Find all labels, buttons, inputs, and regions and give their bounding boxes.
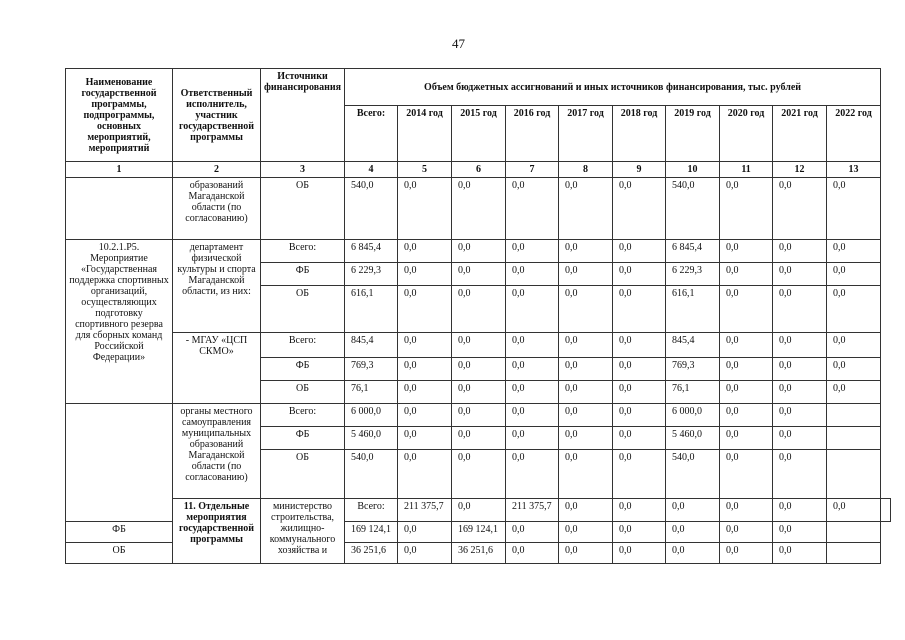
col-number: 8 <box>559 162 613 178</box>
row-value-cell: 0,0 <box>398 450 452 499</box>
row-value-cell: 0,0 <box>452 333 506 358</box>
row-value-cell: 0,0 <box>720 263 773 286</box>
header-sources: Источники финансирования <box>261 69 345 162</box>
row-value-cell: 0,0 <box>506 427 559 450</box>
row-value-cell: 0,0 <box>452 450 506 499</box>
row-value-cell: 0,0 <box>773 333 827 358</box>
col-number: 9 <box>613 162 666 178</box>
row-value-cell: 0,0 <box>666 543 720 564</box>
row-executor-cell: образований Магаданской области (по согласованию) <box>173 178 261 240</box>
row-value-cell <box>827 450 881 499</box>
header-year: 2018 год <box>613 106 666 162</box>
col-number: 2 <box>173 162 261 178</box>
row-value-cell: 0,0 <box>398 427 452 450</box>
row-value-cell: 0,0 <box>613 333 666 358</box>
page-number: 47 <box>452 36 465 51</box>
row-source-cell: Всего: <box>345 499 398 522</box>
row-value-cell: 0,0 <box>559 427 613 450</box>
row-value-cell: 0,0 <box>398 263 452 286</box>
row-value-cell: 769,3 <box>345 358 398 381</box>
row-value-cell: 0,0 <box>720 499 773 522</box>
row-value-cell: 169 124,1 <box>345 522 398 543</box>
row-source-cell: ОБ <box>261 450 345 499</box>
budget-table <box>65 68 891 564</box>
row-value-cell <box>881 499 891 522</box>
row-value-cell: 0,0 <box>559 286 613 333</box>
row-value-cell <box>827 427 881 450</box>
row-value-cell: 845,4 <box>666 333 720 358</box>
row-value-cell: 0,0 <box>452 381 506 404</box>
row-value-cell: 0,0 <box>398 358 452 381</box>
row-value-cell: 540,0 <box>345 450 398 499</box>
row-executor-cell: - МГАУ «ЦСП СКМО» <box>173 333 261 404</box>
row-value-cell: 0,0 <box>398 286 452 333</box>
header-year: 2016 год <box>506 106 559 162</box>
row-value-cell: 0,0 <box>506 333 559 358</box>
header-year: 2014 год <box>398 106 452 162</box>
row-value-cell: 0,0 <box>506 263 559 286</box>
row-value-cell: 0,0 <box>720 178 773 240</box>
header-volume: Объем бюджетных ассигнований и иных источников финансирования, тыс. рублей <box>345 69 881 106</box>
row-value-cell: 0,0 <box>827 358 881 381</box>
header-year: 2017 год <box>559 106 613 162</box>
row-value-cell: 0,0 <box>398 543 452 564</box>
row-value-cell: 0,0 <box>398 522 452 543</box>
row-value-cell: 0,0 <box>773 358 827 381</box>
row-value-cell: 0,0 <box>720 543 773 564</box>
row-value-cell: 0,0 <box>827 499 881 522</box>
row-value-cell: 0,0 <box>827 381 881 404</box>
row-value-cell: 0,0 <box>773 240 827 263</box>
row-value-cell: 0,0 <box>613 522 666 543</box>
header-row <box>66 69 891 106</box>
header-year: 2022 год <box>827 106 881 162</box>
row-executor-cell: министерство строительства, жилищно-коммунального хозяйства и <box>261 499 345 564</box>
row-value-cell: 0,0 <box>452 178 506 240</box>
row-value-cell: 0,0 <box>559 240 613 263</box>
row-value-cell: 0,0 <box>773 522 827 543</box>
row-value-cell: 0,0 <box>398 333 452 358</box>
row-value-cell: 0,0 <box>613 178 666 240</box>
row-value-cell: 0,0 <box>506 543 559 564</box>
row-value-cell: 0,0 <box>773 499 827 522</box>
row-value-cell: 5 460,0 <box>345 427 398 450</box>
column-number-row <box>66 162 891 178</box>
row-value-cell: 0,0 <box>398 240 452 263</box>
row-name-cell: 10.2.1.Р5. Мероприятие «Государственная поддержка спортивных организаций, осуществляющих подготовку спортивного резерва для сборных команд Российской Федерации» <box>66 240 173 404</box>
row-value-cell: 0,0 <box>613 450 666 499</box>
row-value-cell: 0,0 <box>506 450 559 499</box>
row-source-cell: ОБ <box>261 381 345 404</box>
row-value-cell: 0,0 <box>506 522 559 543</box>
row-value-cell: 616,1 <box>345 286 398 333</box>
row-value-cell: 0,0 <box>559 358 613 381</box>
row-value-cell: 0,0 <box>452 427 506 450</box>
row-value-cell: 0,0 <box>559 522 613 543</box>
header-total: Всего: <box>345 106 398 162</box>
table-row <box>66 240 891 263</box>
row-value-cell: 0,0 <box>827 178 881 240</box>
row-value-cell: 36 251,6 <box>345 543 398 564</box>
row-value-cell: 76,1 <box>666 381 720 404</box>
row-value-cell <box>827 543 881 564</box>
row-value-cell: 0,0 <box>452 240 506 263</box>
row-value-cell: 0,0 <box>506 240 559 263</box>
row-value-cell: 540,0 <box>345 178 398 240</box>
row-executor-cell: департамент физической культуры и спорта Магаданской области, из них: <box>173 240 261 333</box>
row-value-cell: 0,0 <box>613 240 666 263</box>
row-name-cell <box>66 178 173 240</box>
row-executor-cell: органы местного самоуправления муниципальных образований Магаданской области (по согласованию) <box>173 404 261 499</box>
row-value-cell: 0,0 <box>506 178 559 240</box>
row-value-cell: 0,0 <box>613 381 666 404</box>
row-value-cell: 0,0 <box>720 381 773 404</box>
row-source-cell: ФБ <box>261 427 345 450</box>
row-value-cell: 0,0 <box>559 263 613 286</box>
row-value-cell: 540,0 <box>666 450 720 499</box>
header-name: Наименование государственной программы, подпрограммы, основных мероприятий, мероприятий <box>66 69 173 162</box>
row-value-cell: 6 845,4 <box>345 240 398 263</box>
row-value-cell: 0,0 <box>452 263 506 286</box>
row-source-cell: ОБ <box>261 286 345 333</box>
row-value-cell: 0,0 <box>452 286 506 333</box>
row-value-cell: 0,0 <box>773 427 827 450</box>
row-value-cell: 0,0 <box>559 381 613 404</box>
table-row <box>66 178 891 240</box>
row-value-cell: 0,0 <box>773 404 827 427</box>
row-value-cell: 0,0 <box>666 522 720 543</box>
row-value-cell: 0,0 <box>720 240 773 263</box>
row-value-cell: 0,0 <box>773 178 827 240</box>
row-source-cell: Всего: <box>261 404 345 427</box>
row-value-cell: 6 845,4 <box>666 240 720 263</box>
row-value-cell: 0,0 <box>720 450 773 499</box>
row-value-cell: 0,0 <box>559 450 613 499</box>
row-value-cell: 0,0 <box>773 543 827 564</box>
row-value-cell: 0,0 <box>720 333 773 358</box>
row-value-cell: 0,0 <box>452 358 506 381</box>
col-number: 6 <box>452 162 506 178</box>
col-number: 10 <box>666 162 720 178</box>
row-value-cell: 0,0 <box>613 358 666 381</box>
row-value-cell: 169 124,1 <box>452 522 506 543</box>
header-year: 2015 год <box>452 106 506 162</box>
row-name-cell: 11. Отдельные мероприятия государственной программы <box>173 499 261 564</box>
row-value-cell: 0,0 <box>773 450 827 499</box>
row-source-cell: Всего: <box>261 333 345 358</box>
row-value-cell: 76,1 <box>345 381 398 404</box>
row-value-cell: 6 229,3 <box>345 263 398 286</box>
table-row <box>66 499 891 522</box>
row-value-cell: 0,0 <box>452 404 506 427</box>
row-value-cell: 0,0 <box>559 499 613 522</box>
row-value-cell: 0,0 <box>613 499 666 522</box>
row-value-cell: 0,0 <box>827 333 881 358</box>
row-value-cell: 0,0 <box>773 263 827 286</box>
row-value-cell: 616,1 <box>666 286 720 333</box>
header-year: 2021 год <box>773 106 827 162</box>
row-source-cell: ФБ <box>261 263 345 286</box>
row-value-cell: 0,0 <box>827 263 881 286</box>
row-value-cell: 6 000,0 <box>666 404 720 427</box>
row-value-cell: 0,0 <box>506 381 559 404</box>
row-value-cell: 0,0 <box>559 404 613 427</box>
col-number: 13 <box>827 162 881 178</box>
header-year: 2019 год <box>666 106 720 162</box>
col-number: 12 <box>773 162 827 178</box>
row-value-cell: 0,0 <box>720 286 773 333</box>
row-value-cell: 211 375,7 <box>506 499 559 522</box>
row-value-cell: 0,0 <box>666 499 720 522</box>
row-value-cell: 0,0 <box>398 178 452 240</box>
header-year: 2020 год <box>720 106 773 162</box>
row-value-cell: 36 251,6 <box>452 543 506 564</box>
row-value-cell: 0,0 <box>613 404 666 427</box>
header-executor: Ответственный исполнитель, участник государственной программы <box>173 69 261 162</box>
row-value-cell: 0,0 <box>398 381 452 404</box>
row-value-cell: 769,3 <box>666 358 720 381</box>
col-number: 4 <box>345 162 398 178</box>
row-value-cell: 5 460,0 <box>666 427 720 450</box>
row-value-cell: 0,0 <box>613 263 666 286</box>
row-value-cell: 6 000,0 <box>345 404 398 427</box>
row-value-cell: 0,0 <box>398 404 452 427</box>
table-row <box>66 404 891 427</box>
row-value-cell: 211 375,7 <box>398 499 452 522</box>
row-value-cell: 0,0 <box>720 358 773 381</box>
row-value-cell <box>827 522 881 543</box>
row-value-cell: 0,0 <box>452 499 506 522</box>
row-value-cell: 540,0 <box>666 178 720 240</box>
row-source-cell: ФБ <box>261 358 345 381</box>
row-value-cell: 0,0 <box>506 358 559 381</box>
row-value-cell: 0,0 <box>613 286 666 333</box>
row-source-cell: Всего: <box>261 240 345 263</box>
table-row <box>66 333 891 358</box>
col-number: 11 <box>720 162 773 178</box>
row-value-cell: 0,0 <box>506 286 559 333</box>
row-value-cell: 0,0 <box>827 286 881 333</box>
row-value-cell: 0,0 <box>613 543 666 564</box>
row-value-cell: 0,0 <box>720 522 773 543</box>
row-value-cell: 0,0 <box>720 427 773 450</box>
row-name-cell <box>66 404 173 522</box>
row-value-cell: 0,0 <box>559 178 613 240</box>
row-source-cell: ОБ <box>66 543 173 564</box>
row-source-cell: ФБ <box>66 522 173 543</box>
row-value-cell: 0,0 <box>506 404 559 427</box>
row-value-cell: 6 229,3 <box>666 263 720 286</box>
row-source-cell: ОБ <box>261 178 345 240</box>
col-number: 3 <box>261 162 345 178</box>
row-value-cell: 0,0 <box>559 543 613 564</box>
row-value-cell: 845,4 <box>345 333 398 358</box>
col-number: 5 <box>398 162 452 178</box>
row-value-cell: 0,0 <box>773 286 827 333</box>
col-number: 7 <box>506 162 559 178</box>
col-number: 1 <box>66 162 173 178</box>
row-value-cell: 0,0 <box>827 240 881 263</box>
row-value-cell: 0,0 <box>773 381 827 404</box>
row-value-cell: 0,0 <box>720 404 773 427</box>
row-value-cell <box>827 404 881 427</box>
row-value-cell: 0,0 <box>613 427 666 450</box>
row-value-cell: 0,0 <box>559 333 613 358</box>
